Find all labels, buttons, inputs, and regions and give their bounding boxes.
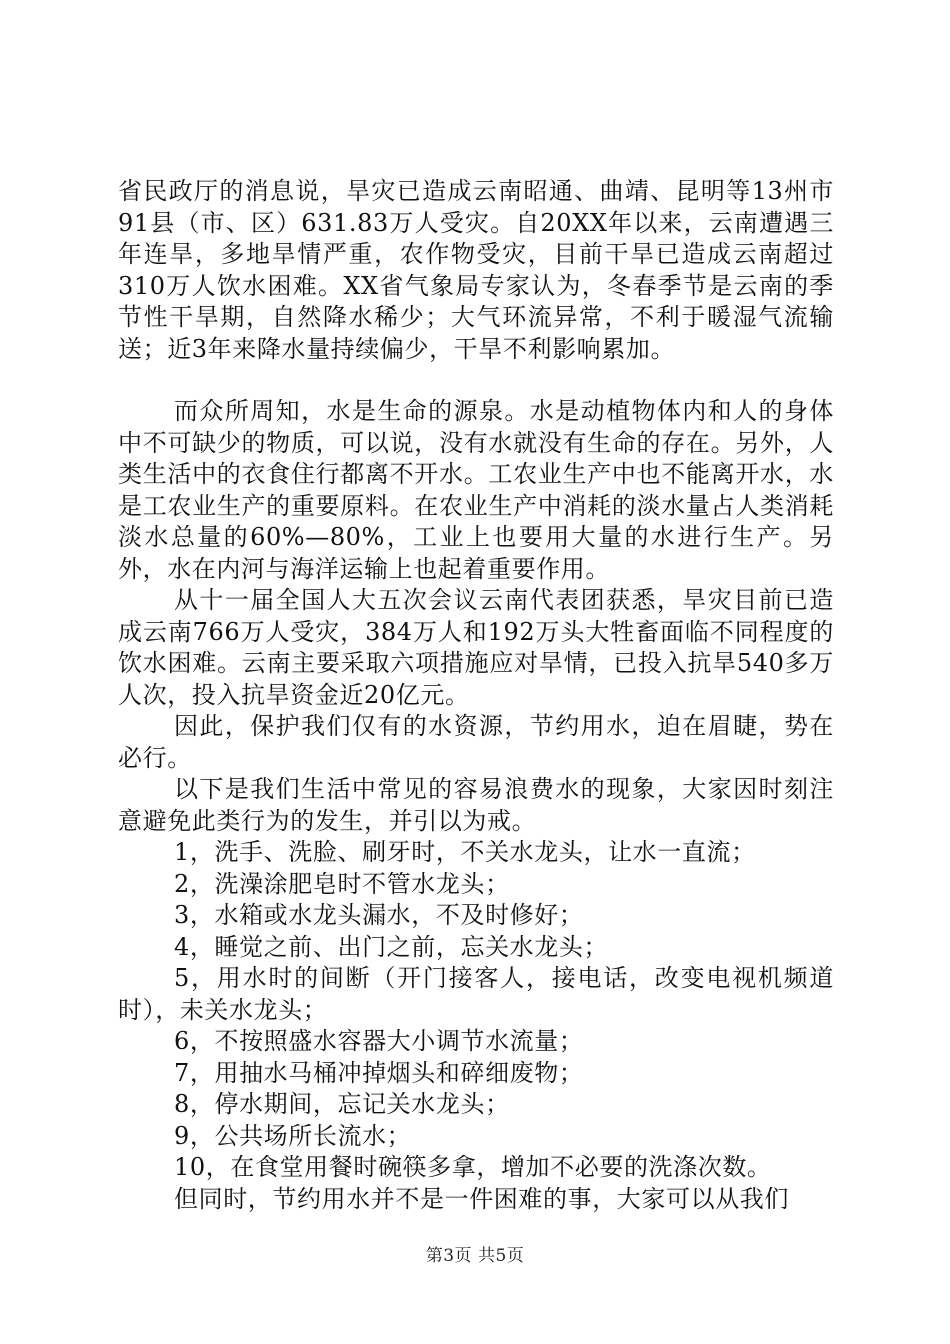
paragraph-yunnan-delegation: 从十一届全国人大五次会议云南代表团获悉，旱灾目前已造成云南766万人受灾，384万人和192万头大牲畜面临不同程度的饮水困难。云南主要采取六项措施应对旱情，已投入抗旱540多万人次，投入抗旱资金近20亿元。 bbox=[118, 586, 834, 709]
paragraph-waste-intro: 以下是我们生活中常见的容易浪费水的现象，大家因时刻注意避免此类行为的发生，并引以为戒。 bbox=[118, 775, 834, 835]
document-body bbox=[118, 176, 834, 1215]
list-item: 10，在食堂用餐时碗筷多拿，增加不必要的洗涤次数。 bbox=[174, 1153, 772, 1181]
list-item: 9，公共场所长流水； bbox=[174, 1121, 412, 1150]
list-item: 8，停水期间，忘记关水龙头； bbox=[174, 1090, 510, 1118]
paragraph-spacer bbox=[118, 365, 834, 396]
paragraph-water-importance: 而众所周知，水是生命的源泉。水是动植物体内和人的身体中不可缺少的物质，可以说，没有水就没有生命的存在。另外，人类生活中的衣食住行都离不开水。工农业生产中也不能离开水，水是工农业生产的重要原料。在农业生产中消耗的淡水量占人类消耗淡水总量的60%—80%，工业上也要用大量的水进行生产。另外，水在内河与海洋运输上也起着重要作用。 bbox=[118, 397, 834, 583]
paragraph-conclusion: 因此，保护我们仅有的水资源，节约用水，迫在眉睫，势在必行。 bbox=[118, 712, 834, 772]
list-item: 5，用水时的间断（开门接客人，接电话，改变电视机频道时），未关水龙头； bbox=[118, 964, 834, 1024]
paragraph-drought-report: 省民政厅的消息说，旱灾已造成云南昭通、曲靖、昆明等13州市91县（市、区）631.83万人受灾。自20XX年以来，云南遭遇三年连旱，多地旱情严重，农作物受灾，目前干旱已造成云南超过310万人饮水困难。XX省气象局专家认为，冬春季节是云南的季节性干旱期，自然降水稀少；大气环流异常，不利于暖湿气流输送；近3年来降水量持续偏少，干旱不利影响累加。 bbox=[118, 177, 834, 363]
list-item: 4，睡觉之前、出门之前，忘关水龙头； bbox=[174, 932, 609, 961]
paragraph-saving-water: 但同时，节约用水并不是一件困难的事，大家可以从我们 bbox=[174, 1184, 789, 1213]
list-item: 1，洗手、洗脸、刷牙时，不关水龙头，让水一直流； bbox=[174, 838, 756, 866]
list-item: 2，洗澡涂肥皂时不管水龙头； bbox=[174, 869, 510, 898]
list-item: 6，不按照盛水容器大小调节水流量； bbox=[174, 1027, 584, 1055]
page-number-footer: 第3页 共5页 bbox=[425, 1246, 525, 1266]
list-item: 3，水箱或水龙头漏水，不及时修好； bbox=[174, 901, 584, 929]
list-item: 7，用抽水马桶冲掉烟头和碎细废物； bbox=[174, 1058, 584, 1087]
